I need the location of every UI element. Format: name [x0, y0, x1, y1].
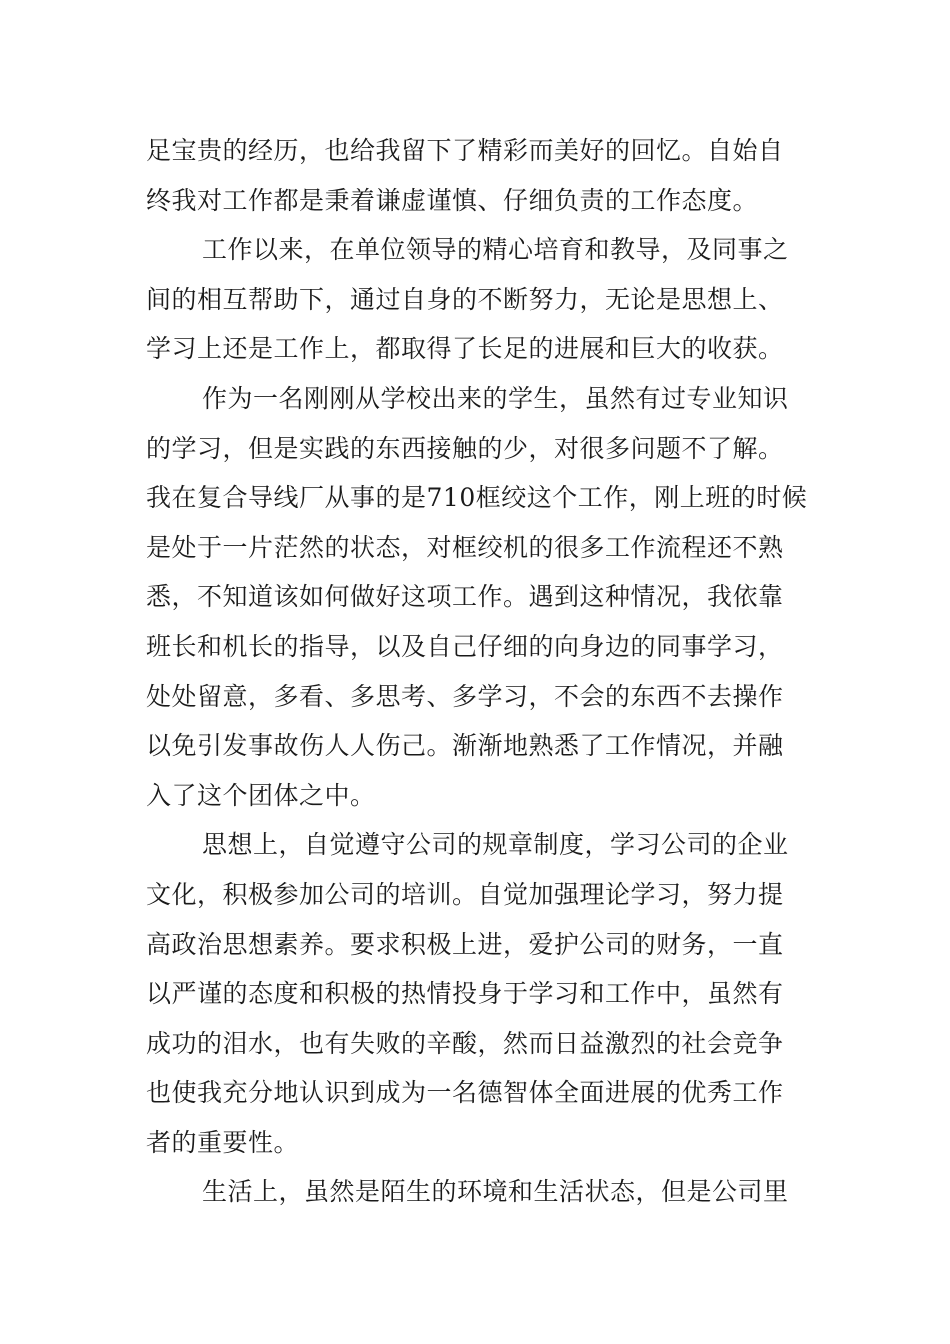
- paragraph-4: [146, 820, 810, 1167]
- text-line: 的学习，但是实践的东西接触的少，对很多问题不了解。: [146, 433, 784, 463]
- document-body: [146, 126, 810, 1217]
- paragraph-3: [146, 374, 810, 820]
- text-line: 足宝贵的经历，也给我留下了精彩而美好的回忆。自始自: [146, 136, 784, 165]
- text-line: 间的相互帮助下，通过自身的不断努力，无论是思想上、: [146, 284, 784, 314]
- text-line: 高政治思想素养。要求积极上进，爱护公司的财务，一直: [146, 929, 784, 959]
- text-line: 以严谨的态度和积极的热情投身于学习和工作中，虽然有: [146, 979, 784, 1009]
- text-line: 也使我充分地认识到成为一名德智体全面进展的优秀工作: [146, 1078, 784, 1108]
- text-line: 者的重要性。: [146, 1127, 300, 1157]
- text-line: 我在复合导线厂从事的是710框绞这个工作，刚上班的时候: [146, 483, 808, 513]
- text-line: 入了这个团体之中。: [146, 780, 376, 810]
- text-line: 以免引发事故伤人人伤己。渐渐地熟悉了工作情况，并融: [146, 731, 784, 761]
- text-line: 工作以来，在单位领导的精心培育和教导，及同事之: [202, 235, 789, 265]
- text-line: 班长和机长的指导，以及自己仔细的向身边的同事学习，: [146, 631, 784, 661]
- text-line: 是处于一片茫然的状态，对框绞机的很多工作流程还不熟: [146, 532, 784, 562]
- paragraph-1: [146, 126, 810, 225]
- paragraph-5: [146, 1167, 810, 1217]
- paragraph-2: [146, 225, 810, 374]
- text-line: 文化，积极参加公司的培训。自觉加强理论学习，努力提: [146, 879, 784, 909]
- text-line: 成功的泪水，也有失败的辛酸，然而日益激烈的社会竞争: [146, 1028, 784, 1058]
- text-line: 生活上，虽然是陌生的环境和生活状态，但是公司里: [202, 1177, 789, 1207]
- text-line: 终我对工作都是秉着谦虚谨慎、仔细负责的工作态度。: [146, 185, 759, 215]
- text-line: 思想上，自觉遵守公司的规章制度，学习公司的企业: [202, 830, 789, 860]
- text-line: 学习上还是工作上，都取得了长足的进展和巨大的收获。: [146, 334, 784, 364]
- text-line: 处处留意，多看、多思考、多学习，不会的东西不去操作: [146, 681, 784, 711]
- text-line: 作为一名刚刚从学校出来的学生，虽然有过专业知识: [202, 383, 789, 413]
- text-line: 悉，不知道该如何做好这项工作。遇到这种情况，我依靠: [146, 582, 784, 612]
